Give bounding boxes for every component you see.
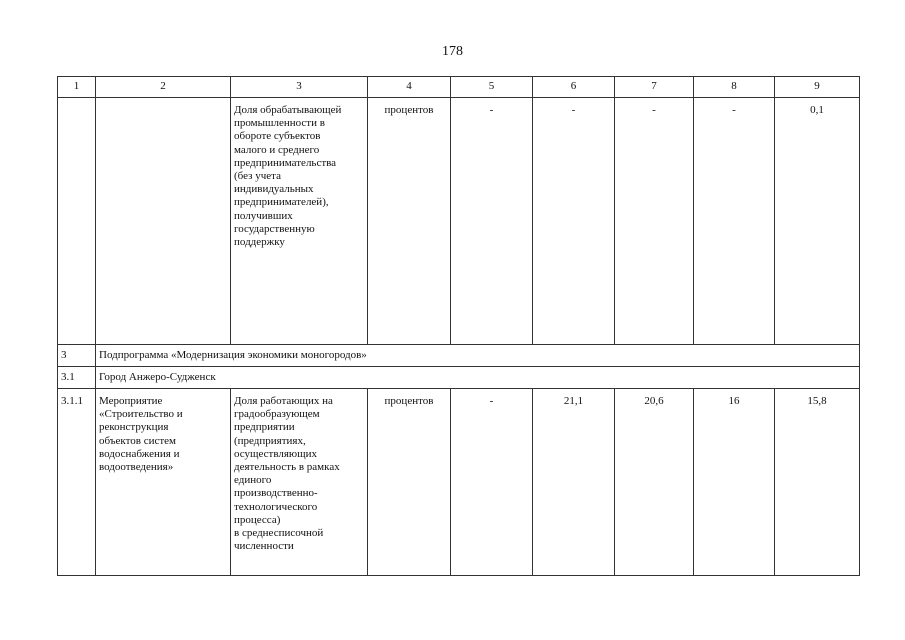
table-row [58,98,860,345]
header-cell-3: 3 [231,77,368,98]
subprogram-title-cell: Подпрограмма «Модернизация экономики моногородов» [96,345,860,367]
header-cell-2: 2 [96,77,231,98]
value-cell-5: - [451,98,533,345]
page-number: 178 [442,44,463,59]
value-cell-9: 0,1 [775,98,860,345]
row-number-cell [58,98,96,345]
row-number-cell: 3.1.1 [58,389,96,576]
city-row [58,367,860,389]
city-number-cell: 3.1 [58,367,96,389]
activity-cell: Мероприятие «Строительство и реконструкция объектов систем водоснабжения и водоотведения» [96,389,231,576]
subprogram-number-cell: 3 [58,345,96,367]
city-title-cell: Город Анжеро-Судженск [96,367,860,389]
header-cell-6: 6 [533,77,615,98]
value-cell-6: - [533,98,615,345]
header-cell-4: 4 [368,77,451,98]
value-cell-6: 21,1 [533,389,615,576]
subprogram-row [58,345,860,367]
value-cell-9: 15,8 [775,389,860,576]
header-cell-7: 7 [615,77,694,98]
unit-cell: процентов [368,98,451,345]
header-row [58,77,860,98]
value-cell-7: - [615,98,694,345]
indicator-name-cell: Доля работающих на градообразующем предприятии (предприятиях, осуществляющих деятельность в рамках единого производственно- технологического процесса) в среднесписочной численности [231,389,368,576]
activity-cell [96,98,231,345]
indicator-name-cell: Доля обрабатывающей промышленности в обороте субъектов малого и среднего предпринимательства (без учета индивидуальных предпринимателей), получивших государственную поддержку [231,98,368,345]
value-cell-7: 20,6 [615,389,694,576]
header-cell-8: 8 [694,77,775,98]
header-cell-5: 5 [451,77,533,98]
unit-cell: процентов [368,389,451,576]
header-cell-9: 9 [775,77,860,98]
header-cell-1: 1 [58,77,96,98]
table-row [58,389,860,576]
value-cell-8: 16 [694,389,775,576]
value-cell-5: - [451,389,533,576]
indicator-table [57,76,860,576]
value-cell-8: - [694,98,775,345]
